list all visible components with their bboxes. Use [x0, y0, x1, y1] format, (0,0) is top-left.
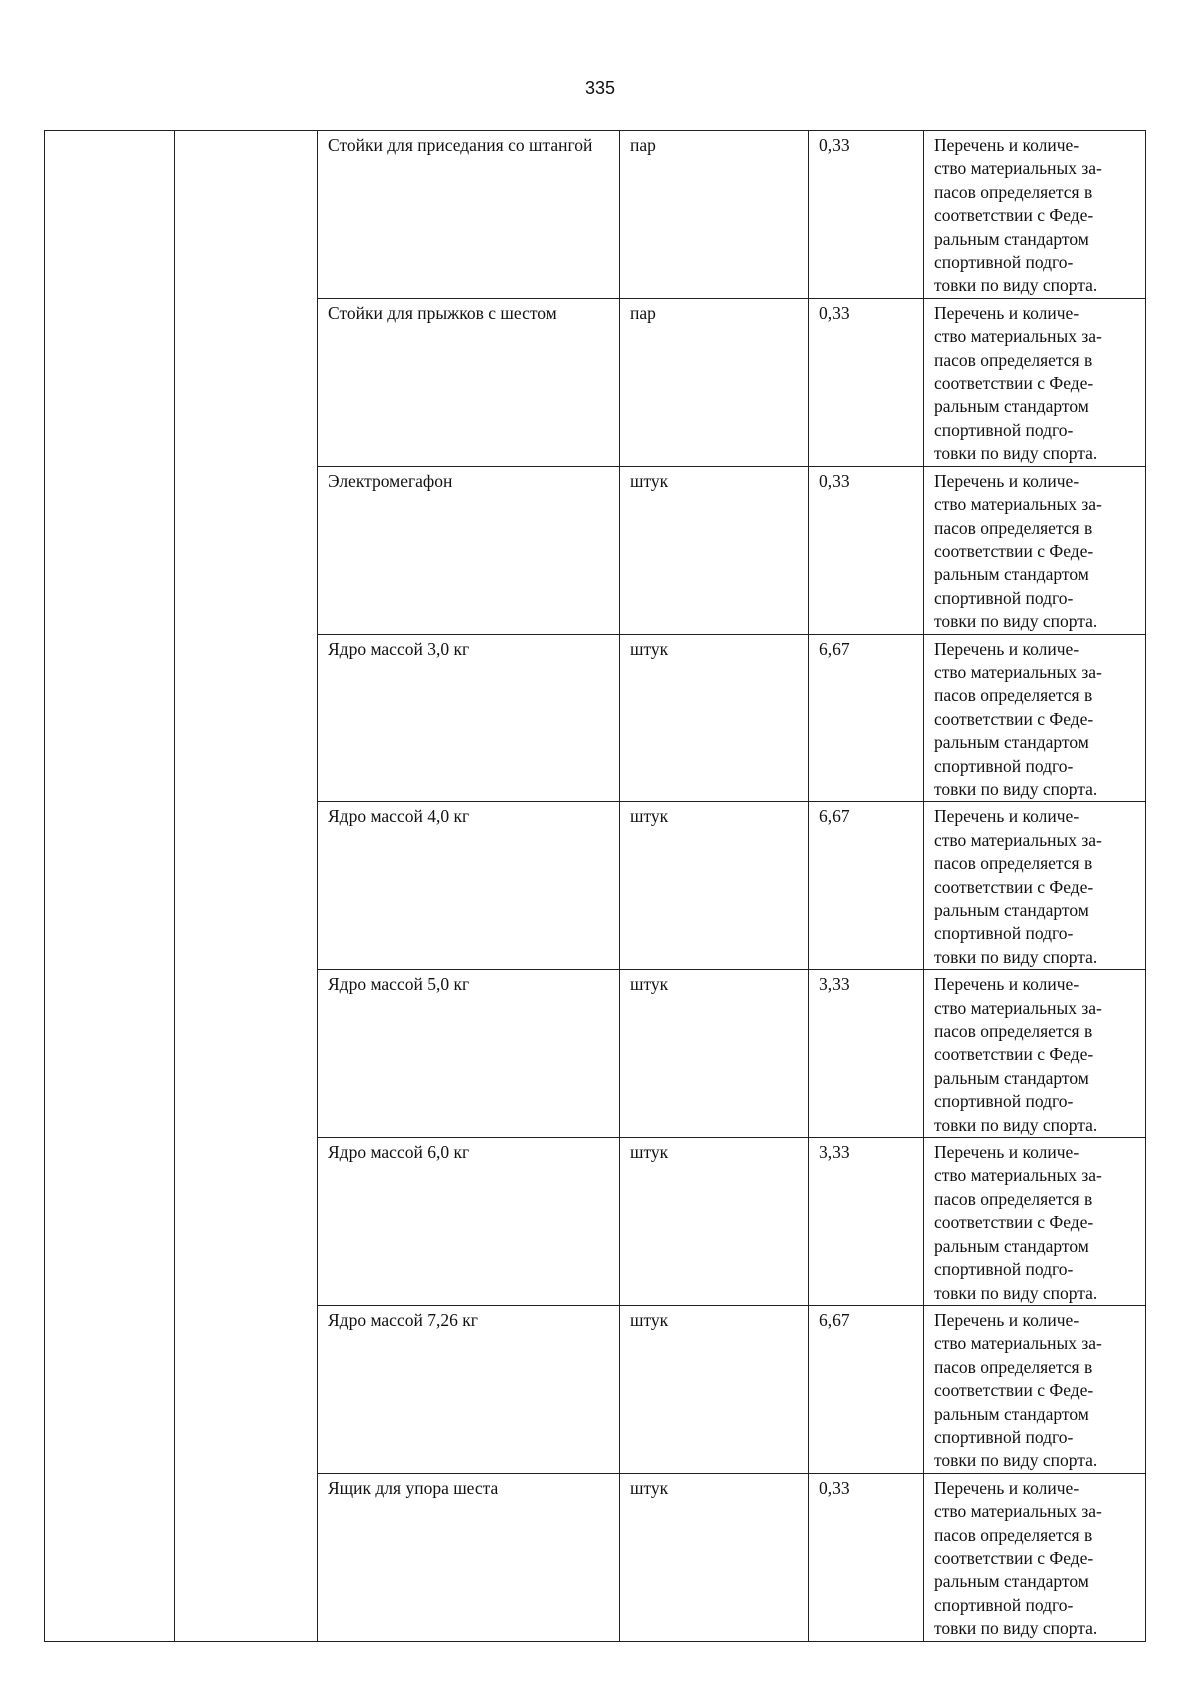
item-note-cell: [924, 1305, 1146, 1473]
item-note-cell: [924, 131, 1146, 299]
note-line: ство материальных за-: [934, 997, 1102, 1018]
table-row: [45, 131, 1146, 299]
item-unit-cell: штук: [620, 634, 809, 802]
note-line: товки по виду спорта.: [934, 1618, 1098, 1639]
item-amount-cell: 6,67: [809, 634, 924, 802]
item-amount-cell: 0,33: [809, 298, 924, 466]
note-line: спортивной подго-: [934, 419, 1074, 440]
note-line: соответствии с Феде-: [934, 205, 1094, 226]
item-note-cell: [924, 466, 1146, 634]
item-name-cell: Электромегафон: [318, 466, 620, 634]
note-line: пасов определяется в: [934, 1524, 1093, 1545]
item-unit-cell: штук: [620, 802, 809, 970]
item-amount-cell: 0,33: [809, 131, 924, 299]
table-body: [45, 131, 1146, 1642]
note-line: Перечень и количе-: [934, 1477, 1080, 1498]
note-line: товки по виду спорта.: [934, 1282, 1098, 1303]
item-amount-cell: 6,67: [809, 802, 924, 970]
note-line: товки по виду спорта.: [934, 778, 1098, 799]
note-line: Перечень и количе-: [934, 638, 1080, 659]
item-unit-cell: штук: [620, 970, 809, 1138]
note-line: спортивной подго-: [934, 1091, 1074, 1112]
item-note-cell: [924, 298, 1146, 466]
empty-merged-cell-2: [175, 131, 318, 1642]
empty-merged-cell-1: [45, 131, 175, 1642]
item-unit-cell: штук: [620, 1473, 809, 1641]
item-name-cell: Ящик для упора шеста: [318, 1473, 620, 1641]
note-line: ральным стандартом: [934, 1571, 1089, 1592]
note-line: соответствии с Феде-: [934, 1212, 1094, 1233]
item-name-cell: Ядро массой 3,0 кг: [318, 634, 620, 802]
item-name-cell: Ядро массой 7,26 кг: [318, 1305, 620, 1473]
item-note-cell: [924, 634, 1146, 802]
note-line: товки по виду спорта.: [934, 275, 1098, 296]
item-unit-cell: штук: [620, 1138, 809, 1306]
note-line: соответствии с Феде-: [934, 876, 1094, 897]
note-line: ральным стандартом: [934, 1403, 1089, 1424]
item-unit-cell: пар: [620, 131, 809, 299]
note-line: Перечень и количе-: [934, 806, 1080, 827]
note-line: ство материальных за-: [934, 326, 1102, 347]
note-line: соответствии с Феде-: [934, 373, 1094, 394]
item-amount-cell: 3,33: [809, 1138, 924, 1306]
item-amount-cell: 0,33: [809, 1473, 924, 1641]
item-amount-cell: 3,33: [809, 970, 924, 1138]
note-line: ство материальных за-: [934, 829, 1102, 850]
note-line: соответствии с Феде-: [934, 1044, 1094, 1065]
item-name-cell: Стойки для прыжков с шестом: [318, 298, 620, 466]
note-line: товки по виду спорта.: [934, 443, 1098, 464]
note-line: спортивной подго-: [934, 755, 1074, 776]
note-line: товки по виду спорта.: [934, 1114, 1098, 1135]
note-line: пасов определяется в: [934, 685, 1093, 706]
item-amount-cell: 0,33: [809, 466, 924, 634]
note-line: ральным стандартом: [934, 900, 1089, 920]
item-unit-cell: штук: [620, 1305, 809, 1473]
note-line: соответствии с Феде-: [934, 1547, 1094, 1568]
note-line: соответствии с Феде-: [934, 1380, 1094, 1401]
note-line: ральным стандартом: [934, 1067, 1089, 1088]
note-line: Перечень и количе-: [934, 135, 1080, 155]
note-line: пасов определяется в: [934, 349, 1093, 370]
note-line: Перечень и количе-: [934, 1309, 1080, 1330]
note-line: спортивной подго-: [934, 1594, 1074, 1615]
item-note-cell: [924, 802, 1146, 970]
note-line: спортивной подго-: [934, 1259, 1074, 1280]
note-line: спортивной подго-: [934, 923, 1074, 944]
note-line: пасов определяется в: [934, 1356, 1093, 1377]
note-line: Перечень и количе-: [934, 302, 1080, 323]
note-line: товки по виду спорта.: [934, 611, 1098, 632]
item-note-cell: [924, 970, 1146, 1138]
note-line: ство материальных за-: [934, 1165, 1102, 1186]
note-line: ство материальных за-: [934, 158, 1102, 179]
note-line: товки по виду спорта.: [934, 1450, 1098, 1471]
note-line: ральным стандартом: [934, 228, 1089, 249]
note-line: Перечень и количе-: [934, 974, 1080, 995]
item-name-cell: Ядро массой 4,0 кг: [318, 802, 620, 970]
item-note-cell: [924, 1138, 1146, 1306]
note-line: соответствии с Феде-: [934, 708, 1094, 729]
note-line: Перечень и количе-: [934, 470, 1080, 491]
note-line: пасов определяется в: [934, 181, 1093, 202]
item-amount-cell: 6,67: [809, 1305, 924, 1473]
note-line: пасов определяется в: [934, 1021, 1093, 1042]
equipment-table: [44, 130, 1146, 1642]
note-line: пасов определяется в: [934, 853, 1093, 874]
note-line: ство материальных за-: [934, 494, 1102, 515]
item-unit-cell: пар: [620, 298, 809, 466]
note-line: спортивной подго-: [934, 252, 1074, 273]
note-line: ральным стандартом: [934, 1235, 1089, 1256]
note-line: ство материальных за-: [934, 661, 1102, 682]
note-line: пасов определяется в: [934, 1188, 1093, 1209]
page-number: 335: [584, 78, 616, 98]
note-line: ство материальных за-: [934, 1333, 1102, 1354]
note-line: товки по виду спорта.: [934, 946, 1098, 967]
note-line: ство материальных за-: [934, 1501, 1102, 1522]
note-line: Перечень и количе-: [934, 1142, 1080, 1163]
note-line: спортивной подго-: [934, 587, 1074, 608]
item-name-cell: Ядро массой 6,0 кг: [318, 1138, 620, 1306]
note-line: пасов определяется в: [934, 517, 1093, 538]
note-line: спортивной подго-: [934, 1426, 1074, 1447]
item-name-cell: Стойки для приседания со штангой: [318, 131, 620, 299]
note-line: ральным стандартом: [934, 564, 1089, 585]
note-line: ральным стандартом: [934, 732, 1089, 753]
note-line: соответствии с Феде-: [934, 540, 1094, 561]
item-note-cell: [924, 1473, 1146, 1641]
item-unit-cell: штук: [620, 466, 809, 634]
note-line: ральным стандартом: [934, 396, 1089, 417]
item-name-cell: Ядро массой 5,0 кг: [318, 970, 620, 1138]
